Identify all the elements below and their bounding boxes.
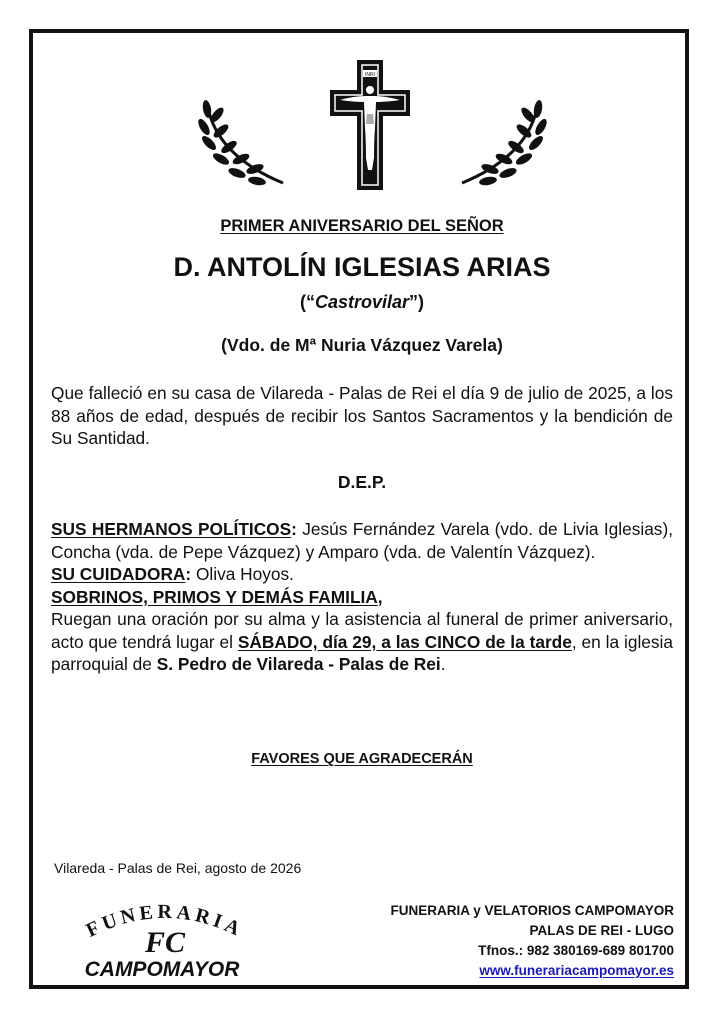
company-location: PALAS DE REI - LUGO xyxy=(529,923,674,938)
church-name: S. Pedro de Vilareda - Palas de Rei xyxy=(156,654,441,674)
caregiver-paragraph xyxy=(51,563,673,586)
anniversary-subtitle: PRIMER ANIVERSARIO DEL SEÑOR xyxy=(220,217,504,235)
brothers-text: Jesús Fernández Varela (vdo. de Livia Iglesias), Concha (vda. de Pepe Vázquez) y Amparo (vda. de Valentín Vázquez). xyxy=(51,519,673,562)
request-mid: , en la iglesia parroquial de xyxy=(51,631,674,674)
logo-name: CAMPOMAYOR xyxy=(84,958,240,980)
company-website-link[interactable]: www.funerariacampomayor.es xyxy=(479,963,674,978)
caregiver-label: SU CUIDADORA xyxy=(51,564,186,584)
nickname-line xyxy=(0,292,724,313)
nickname-close: ”) xyxy=(409,292,425,312)
laurel-branch-right-icon xyxy=(450,95,550,195)
logo-initials: FC xyxy=(144,926,186,959)
company-info xyxy=(390,901,674,981)
request-paragraph xyxy=(51,608,673,676)
others-paragraph xyxy=(51,586,673,609)
nickname-open: (“ xyxy=(299,292,315,312)
logo-arc-text: FUNERARIA xyxy=(82,900,248,942)
thanks-line: FAVORES QUE AGRADECERÁN xyxy=(251,751,473,767)
company-name: FUNERARIA y VELATORIOS CAMPOMAYOR xyxy=(390,903,674,918)
cross-inscription: INRI xyxy=(365,72,375,78)
brothers-label: SUS HERMANOS POLÍTICOS xyxy=(51,519,292,539)
brothers-paragraph xyxy=(51,518,673,563)
caregiver-colon: : xyxy=(185,564,192,584)
spouse-line: (Vdo. de Mª Nuria Vázquez Varela) xyxy=(221,335,503,355)
nickname: Castrovilar xyxy=(314,292,410,312)
request-text: Ruegan una oración por su alma y la asistencia al funeral de primer aniversario, acto que tendrá lugar el xyxy=(51,609,673,652)
death-notice: Que falleció en su casa de Vilareda - Palas de Rei el día 9 de julio de 2025, a los 88 años de edad, después de recibir los Santos Sacramentos y la bendición de Su Santidad. xyxy=(51,383,673,448)
brothers-colon: : xyxy=(291,519,297,539)
laurel-branch-left-icon xyxy=(195,95,295,195)
caregiver-text: Oliva Hoyos. xyxy=(191,564,294,584)
deceased-name: D. ANTOLÍN IGLESIAS ARIAS xyxy=(173,252,551,282)
funeral-date: SÁBADO, día 29, a las CINCO de la tarde xyxy=(237,631,572,652)
crucifix-icon xyxy=(328,58,412,196)
funeral-home-logo xyxy=(50,888,280,980)
family-section xyxy=(51,518,673,676)
others-comma: , xyxy=(377,586,383,607)
others-label: SOBRINOS, PRIMOS Y DEMÁS FAMILIA xyxy=(51,586,378,607)
request-end: . xyxy=(440,654,446,674)
place-date: Vilareda - Palas de Rei, agosto de 2026 xyxy=(54,860,302,876)
rip-label: D.E.P. xyxy=(337,472,387,492)
company-phones: Tfnos.: 982 380169-689 801700 xyxy=(478,943,674,958)
